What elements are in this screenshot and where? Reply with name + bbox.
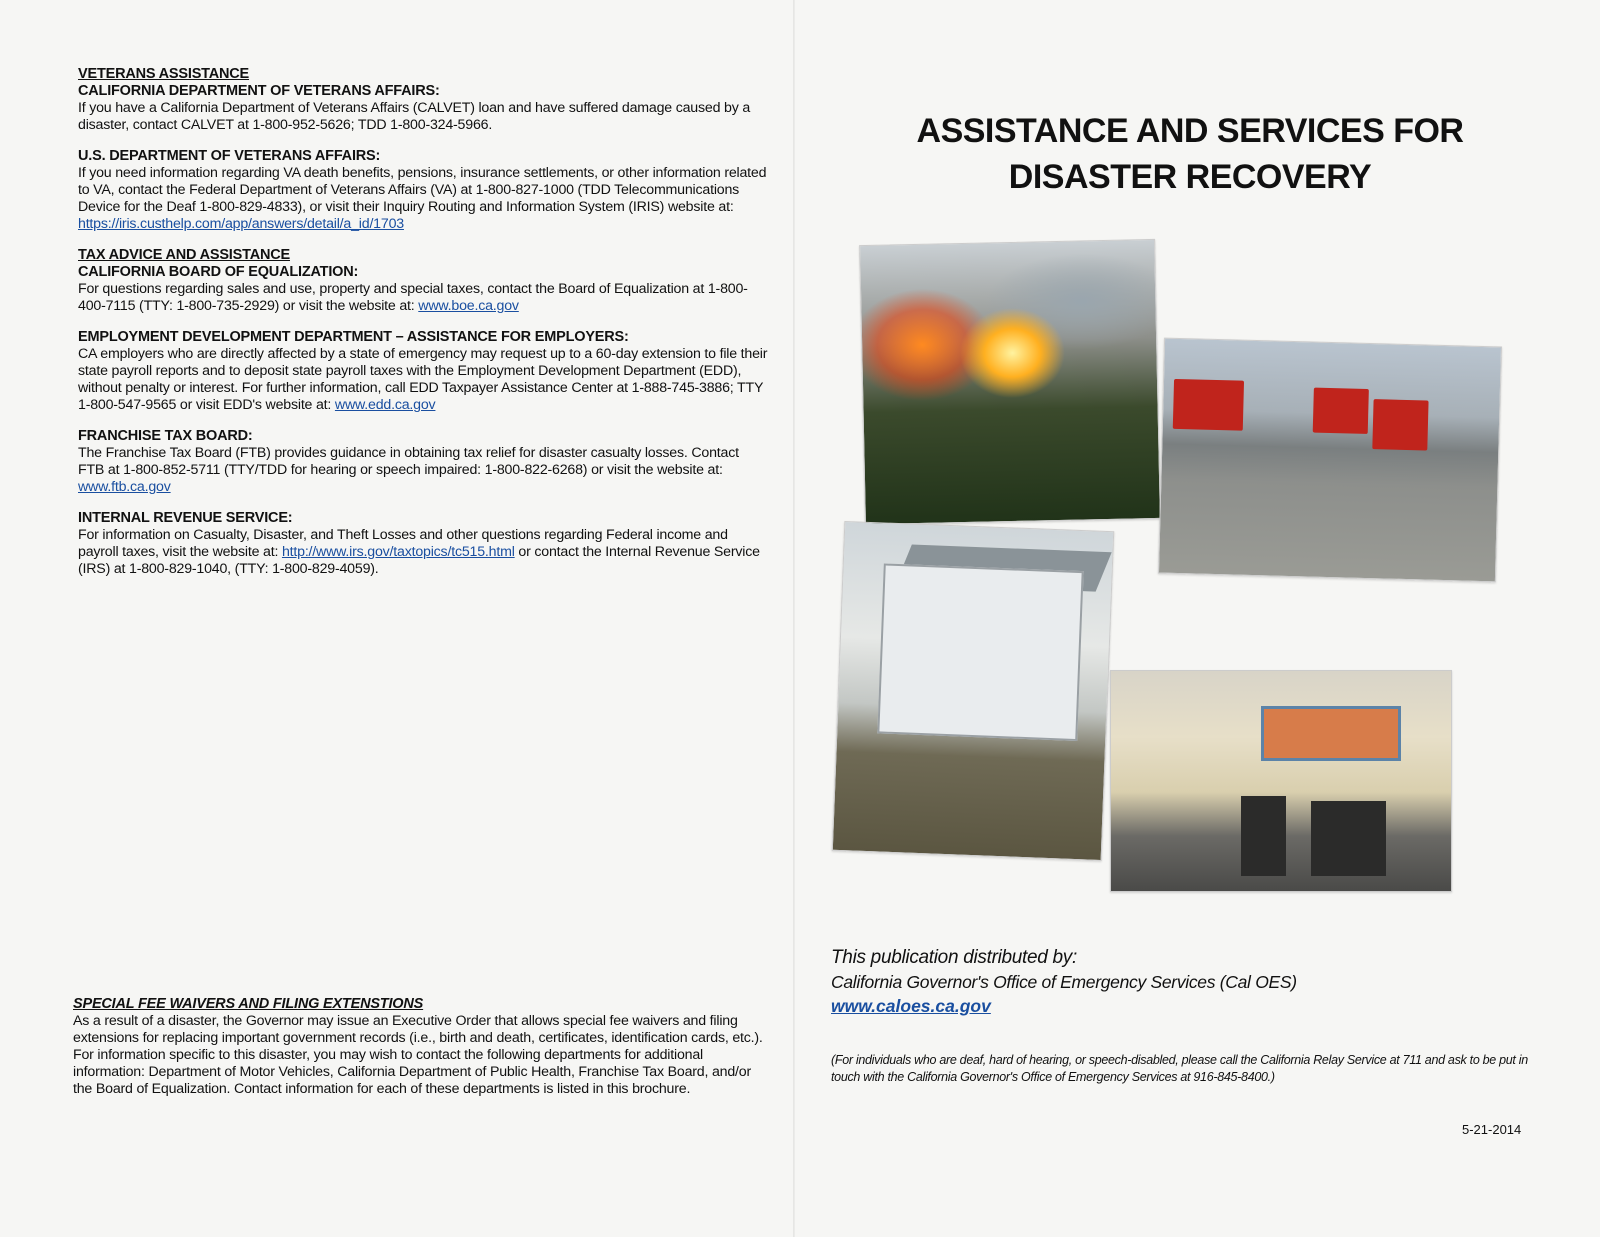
fee-waivers-text: As a result of a disaster, the Governor may issue an Executive Order that allows special fee waivers and filing extensions for replacing important government records (i.e., birth and death, certificates, identification cards, etc.). For information specific to this disaster, you may wish to contact the following departments for additional information: Department of Motor Vehicles, California Department of Public Health, Franchise Tax Board, and/or the Board of Equalization. Contact information for each of these departments is listed in this brochure. (73, 1013, 763, 1097)
earthquake-damage-photo (1110, 670, 1452, 892)
fee-waivers-title: SPECIAL FEE WAIVERS AND FILING EXTENSTIONS (73, 996, 424, 1012)
irs-link[interactable]: http://www.irs.gov/taxtopics/tc515.html (281, 544, 515, 560)
section-title: TAX ADVICE AND ASSISTANCE (78, 247, 290, 263)
boe-link[interactable]: www.boe.ca.gov (418, 298, 519, 314)
section-subtitle: FRANCHISE TAX BOARD: (78, 428, 253, 444)
section-text-after: or contact the Internal Revenue Service (IRS) at 1-800-829-1040, (TTY: 1-800-829-4059). (78, 544, 760, 577)
section-title: VETERANS ASSISTANCE (78, 66, 250, 82)
section-irs (78, 510, 768, 578)
section-text: For information on Casualty, Disaster, and Theft Losses and other questions regarding Federal income and payroll taxes, visit the website at: (78, 527, 728, 560)
title-line-2: DISASTER RECOVERY (1008, 158, 1372, 196)
flood-rescue-photo (1158, 338, 1502, 583)
fire-truck-shape (1313, 388, 1369, 434)
section-text: If you have a California Department of Veterans Affairs (CALVET) loan and have suffered damage caused by a disaster, contact CALVET at 1-800-952-5626; TDD 1-800-324-5966. (78, 100, 751, 133)
section-text: If you need information regarding VA death benefits, pensions, insurance settlements, or other information related to VA, contact the Federal Department of Veterans Affairs (VA) at 1-800-827-1000 (TDD Telecommunications Device for the Deaf 1-800-829-4833), or visit their Inquiry Routing and Information System (IRIS) website at: (78, 165, 767, 215)
section-boe (78, 247, 768, 315)
balcony-shape (1261, 706, 1401, 761)
caloes-link[interactable]: www.caloes.ca.gov (831, 996, 991, 1016)
fire-truck-shape (1372, 399, 1428, 450)
section-text: For questions regarding sales and use, property and special taxes, contact the Board of Equalization at 1-800-400-7115 (TTY: 1-800-735-2929) or visit the website at: (78, 281, 748, 314)
section-subtitle: CALIFORNIA DEPARTMENT OF VETERANS AFFAIRS: (78, 83, 440, 99)
publication-date: 5-21-2014 (1462, 1122, 1522, 1137)
wildfire-photo (859, 239, 1161, 525)
section-subtitle: U.S. DEPARTMENT OF VETERANS AFFAIRS: (78, 148, 381, 164)
distribution-block (831, 946, 1531, 1018)
page-fold (793, 0, 795, 1237)
garage-shape (1311, 801, 1386, 876)
edd-link[interactable]: www.edd.ca.gov (334, 397, 436, 413)
section-us-veterans (78, 148, 768, 233)
flooded-house-photo (832, 521, 1114, 861)
house-shape (877, 563, 1083, 741)
ftb-link[interactable]: www.ftb.ca.gov (78, 479, 171, 495)
distributor-name: California Governor's Office of Emergency Services (Cal OES) (831, 972, 1297, 992)
section-text: The Franchise Tax Board (FTB) provides guidance in obtaining tax relief for disaster casualty losses. Contact FTB at 1-800-852-5711 (TTY/TDD for hearing or speech impaired: 1-800-822-6268) or visit the website at: (78, 445, 739, 478)
title-line-1: ASSISTANCE AND SERVICES FOR (916, 112, 1464, 150)
brochure-title (850, 108, 1530, 200)
fire-truck-shape (1173, 379, 1244, 431)
garage-shape (1241, 796, 1286, 876)
section-veterans-calvet (78, 66, 768, 134)
section-subtitle: EMPLOYMENT DEVELOPMENT DEPARTMENT – ASSISTANCE FOR EMPLOYERS: (78, 329, 629, 345)
section-subtitle: INTERNAL REVENUE SERVICE: (78, 510, 293, 526)
section-ftb (78, 428, 768, 496)
iris-link[interactable]: https://iris.custhelp.com/app/answers/detail/a_id/1703 (78, 216, 404, 232)
section-text: CA employers who are directly affected by a state of emergency may request up to a 60-day extension to file their state payroll reports and to deposit state payroll taxes with the Employment Development Department (EDD), without penalty or interest. For further information, call EDD Taxpayer Assistance Center at 1-888-745-3886; TTY 1-800-547-9565 or visit EDD's website at: (78, 346, 768, 413)
left-panel (78, 66, 768, 592)
fee-waivers-section (73, 996, 763, 1098)
relay-service-note: (For individuals who are deaf, hard of hearing, or speech-disabled, please call the California Relay Service at 711 and ask to be put in touch with the California Governor's Office of Emergency Services at 916-845-8400.) (831, 1053, 1528, 1084)
section-edd (78, 329, 768, 414)
section-subtitle: CALIFORNIA BOARD OF EQUALIZATION: (78, 264, 359, 280)
distributed-by-label: This publication distributed by: (831, 947, 1077, 968)
